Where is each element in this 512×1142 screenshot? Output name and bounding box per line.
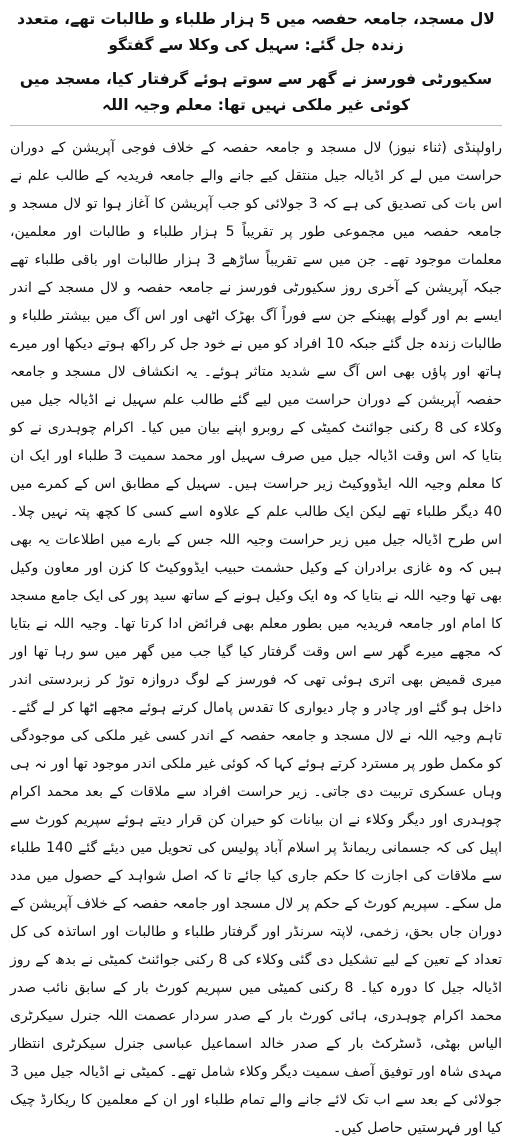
article-paragraph: راولپنڈی (ثناء نیوز) لال مسجد و جامعہ حفصہ کے خلاف فوجی آپریشن کے دوران حراست میں لے کر اڈیالہ جیل منتقل کیے جانے والے جامعہ فریدیہ کے طالب علم نے اس بات کی تصدیق کی ہے کہ 3 جولائی کو جب آپریشن کا آغاز ہوا تو لال مسجد و جامعہ حفصہ میں مجموعی طور پر تقریباً 5 ہزار طلباء و طالبات اور معلمین، معلمات موجود تھے۔ جن میں سے تقریباً ساڑھے 3 ہزار طالبات اور باقی طلباء تھے جبکہ آپریشن کے آخری روز سکیورٹی فورسز نے جامعہ حفصہ و لال مسجد کے اندر ایسے بم اور گولے پھینکے جن سے فوراً آگ بھڑک اٹھی اور اس آگ میں بیشتر طلباء و طالبات زندہ جل گئے جبکہ 10 افراد کو میں نے خود جل کر راکھ ہوتے دیکھا اور میرے ہاتھ اور پاؤں بھی اس آگ سے شدید متاثر ہوئے۔ یہ انکشاف لال مسجد و جامعہ حفصہ آپریشن کے دوران حراست میں لیے گئے طالب علم سہیل نے اڈیالہ جیل میں وکلاء کی 8 رکنی جوائنٹ کمیٹی کے روبرو اپنے بیان میں کیا۔ اکرام چوہدری نے کو بتایا کہ اس وقت اڈیالہ جیل میں صرف سہیل اور محمد سمیت 3 طلباء اور ایک ان کا معلم وجیہ اللہ ایڈووکیٹ زیر حراست ہیں۔ سہیل کے مطابق اس کے کمرے میں 40 دیگر طلباء تھے لیکن ایک طالب علم کے علاوہ اسے کسی کا کچھ پتہ نہیں چلا۔ اس طرح اڈیالہ جیل میں زیر حراست وجیہ اللہ جس کے بارے میں اطلاعات یہ بھی ہیں کہ وہ غازی برادران کے وکیل حشمت حبیب ایڈووکیٹ کا کزن اور معاون وکیل بھی تھا وجیہ اللہ نے بتایا کہ وہ ایک وکیل ہونے کے ساتھ سید پور کی ایک جامع مسجد کا امام اور جامعہ فریدیہ میں بطور معلم بھی فرائض ادا کرتا تھا۔ وجیہ اللہ نے بتایا کہ مجھے میرے گھر سے اس وقت گرفتار کیا گیا جب میں گھر میں سو رہا تھا اور میری قمیض بھی اتری ہوئی تھی کہ فورسز کے لوگ دروازہ توڑ کر زبردستی اندر داخل ہو گئے اور چادر و چار دیواری کا تقدس پامال کرتے ہوئے مجھے اٹھا کر لے گئے۔ تاہم وجیہ اللہ نے لال مسجد و جامعہ حفصہ کے اندر کسی غیر ملکی کی موجودگی کو مکمل طور پر مسترد کرتے ہوئے کہا کہ کوئی غیر ملکی اندر موجود تھا اور نہ ہی وہاں عسکری تربیت دی جاتی۔ زیر حراست افراد سے ملاقات کے بعد محمد اکرام چوہدری اور دیگر وکلاء نے ان بیانات کو حیران کن قرار دیتے ہوئے سپریم کورٹ سے اپیل کی کہ جسمانی ریمانڈ پر اسلام آباد پولیس کی تحویل میں دیئے گئے 140 طلباء سے ملاقات کی اجازت کا حکم جاری کیا جائے تا کہ اصل شواہد کے حصول میں مدد مل سکے۔ سپریم کورٹ کے حکم پر لال مسجد اور جامعہ حفصہ کے خلاف آپریشن کے دوران جاں بحق، زخمی، لاپتہ سرنڈر اور گرفتار طلباء و طالبات اور اساتذہ کی کل تعداد کے تعین کے لیے تشکیل دی گئی وکلاء کی 8 رکنی جوائنٹ کمیٹی نے بدھ کے روز اڈیالہ جیل کا دورہ کیا۔ 8 رکنی کمیٹی میں سپریم کورٹ بار کے سابق نائب صدر محمد اکرام چوہدری، ہائی کورٹ بار کے صدر سردار عصمت اللہ جنرل سیکرٹری الیاس بھٹی، ڈسٹرکٹ بار کے صدر خالد اسماعیل عباسی جنرل سیکرٹری انتظار مہدی شاہ اور توفیق آصف سمیت دیگر وکلاء شامل تھے۔ کمیٹی نے اڈیالہ جیل میں 3 جولائی کے بعد سے اب تک لائے جانے والے تمام طلباء اور ان کے معلمین کا ریکارڈ چیک کیا اور فہرستیں حاصل کیں۔ (10, 140, 503, 1136)
divider (10, 125, 502, 126)
headline-main: لال مسجد، جامعہ حفصہ میں 5 ہزار طلباء و طالبات تھے، متعدد زندہ جل گئے: سہیل کی وکلا سے گفتگو (17, 10, 495, 54)
article-body (10, 134, 502, 1142)
headline-sub: سکیورٹی فورسز نے گھر سے سوتے ہوئے گرفتار کیا، مسجد میں کوئی غیر ملکی نہیں تھا: معلم وجیہ اللہ (19, 70, 493, 114)
